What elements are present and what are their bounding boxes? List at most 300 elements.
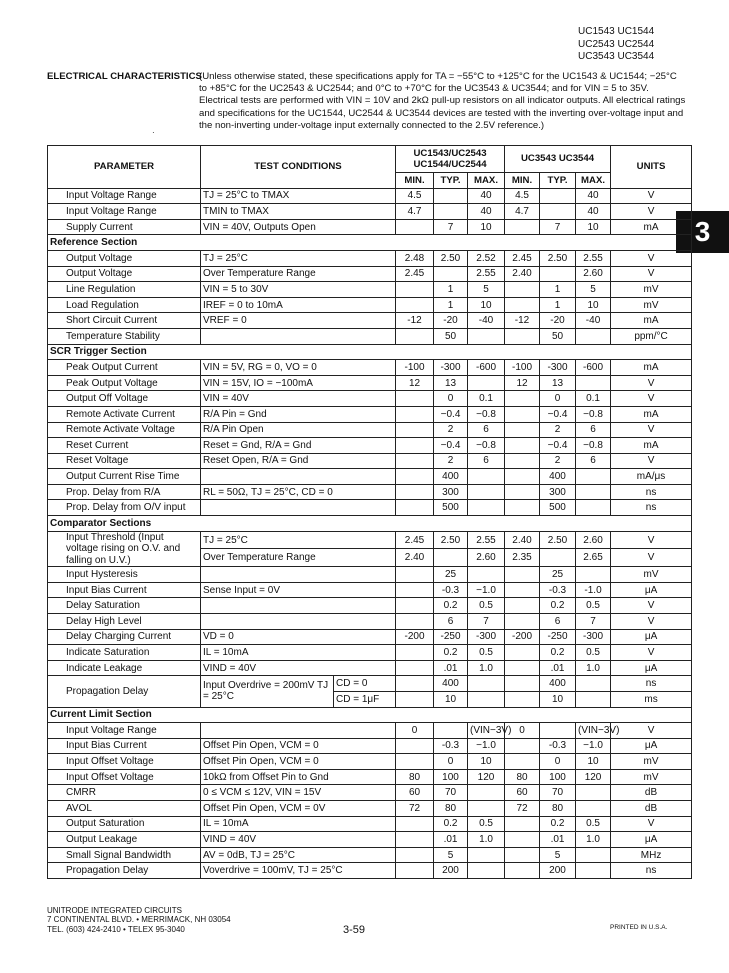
value-cell: 2.35 xyxy=(505,549,540,567)
value-cell: 5 xyxy=(468,282,505,298)
table-row xyxy=(48,219,692,235)
table-row xyxy=(48,375,692,391)
value-cell: 0.2 xyxy=(434,645,468,661)
value-cell xyxy=(396,691,434,707)
value-cell: 70 xyxy=(540,785,576,801)
header-typ: TYP. xyxy=(540,173,576,189)
value-cell xyxy=(540,266,576,282)
parameter-cell: Input Voltage Range xyxy=(48,204,201,220)
value-cell: 2.65 xyxy=(576,549,611,567)
value-cell: 0.2 xyxy=(434,598,468,614)
value-cell xyxy=(396,645,434,661)
condition-sub-cell: CD = 0 xyxy=(334,676,396,692)
unit-cell: μA xyxy=(611,832,692,848)
value-cell: 0.1 xyxy=(468,391,505,407)
value-cell: -300 xyxy=(540,360,576,376)
unit-cell: V xyxy=(611,188,692,204)
part-number-header xyxy=(578,26,688,64)
unit-cell: mA xyxy=(611,360,692,376)
value-cell xyxy=(468,785,505,801)
value-cell: 60 xyxy=(396,785,434,801)
value-cell: 72 xyxy=(396,801,434,817)
value-cell: 2 xyxy=(540,422,576,438)
condition-cell: VIND = 40V xyxy=(201,660,396,676)
parameter-cell: Supply Current xyxy=(48,219,201,235)
condition-cell: IREF = 0 to 10mA xyxy=(201,297,396,313)
table-row xyxy=(48,484,692,500)
value-cell: 1 xyxy=(540,282,576,298)
value-cell: (VIN−3V) xyxy=(468,723,505,739)
value-cell: -600 xyxy=(576,360,611,376)
condition-cell: Reset = Gnd, R/A = Gnd xyxy=(201,438,396,454)
unit-cell: V xyxy=(611,613,692,629)
value-cell xyxy=(396,598,434,614)
value-cell xyxy=(396,469,434,485)
value-cell: 100 xyxy=(434,769,468,785)
table-row xyxy=(48,188,692,204)
value-cell: .01 xyxy=(540,832,576,848)
unit-cell: μA xyxy=(611,629,692,645)
value-cell: 200 xyxy=(540,863,576,879)
value-cell: 4.5 xyxy=(505,188,540,204)
value-cell xyxy=(396,816,434,832)
header-typ: TYP. xyxy=(434,173,468,189)
value-cell xyxy=(505,328,540,344)
condition-cell: Offset Pin Open, VCM = 0V xyxy=(201,801,396,817)
header-group-2: UC3543 UC3544 xyxy=(505,146,611,173)
table-row xyxy=(48,738,692,754)
value-cell: 2.55 xyxy=(468,531,505,549)
condition-cell: VIN = 5V, RG = 0, VO = 0 xyxy=(201,360,396,376)
value-cell: -0.3 xyxy=(540,738,576,754)
parameter-cell: Input Voltage Range xyxy=(48,723,201,739)
company-line: TEL. (603) 424-2410 • TELEX 95-3040 xyxy=(47,924,185,934)
value-cell: 120 xyxy=(576,769,611,785)
section-title: Current Limit Section xyxy=(48,707,692,723)
value-cell: −1.0 xyxy=(576,738,611,754)
value-cell xyxy=(434,723,468,739)
value-cell: .01 xyxy=(434,832,468,848)
value-cell: 4.7 xyxy=(505,204,540,220)
unit-cell: mA xyxy=(611,219,692,235)
value-cell xyxy=(505,297,540,313)
unit-cell: ns xyxy=(611,484,692,500)
value-cell: 60 xyxy=(505,785,540,801)
parameter-cell: Delay Saturation xyxy=(48,598,201,614)
value-cell: -200 xyxy=(396,629,434,645)
value-cell xyxy=(576,375,611,391)
header-units: UNITS xyxy=(611,146,692,189)
value-cell: 0 xyxy=(434,754,468,770)
parameter-cell: Reset Voltage xyxy=(48,453,201,469)
condition-cell: Offset Pin Open, VCM = 0 xyxy=(201,738,396,754)
condition-cell xyxy=(201,598,396,614)
value-cell xyxy=(396,438,434,454)
value-cell: 0.2 xyxy=(434,816,468,832)
value-cell: -250 xyxy=(434,629,468,645)
value-cell xyxy=(540,188,576,204)
value-cell: 7 xyxy=(540,219,576,235)
condition-cell: TJ = 25°C xyxy=(201,531,396,549)
value-cell xyxy=(468,328,505,344)
condition-cell: RL = 50Ω, TJ = 25°C, CD = 0 xyxy=(201,484,396,500)
condition-cell: Offset Pin Open, VCM = 0 xyxy=(201,754,396,770)
value-cell xyxy=(396,863,434,879)
value-cell: 7 xyxy=(576,613,611,629)
value-cell: 300 xyxy=(434,484,468,500)
value-cell: 2.50 xyxy=(540,250,576,266)
value-cell xyxy=(468,484,505,500)
value-cell xyxy=(396,453,434,469)
value-cell xyxy=(396,660,434,676)
value-cell: 400 xyxy=(540,676,576,692)
section-title: Reference Section xyxy=(48,235,692,251)
unit-cell: ppm/°C xyxy=(611,328,692,344)
condition-cell: R/A Pin Open xyxy=(201,422,396,438)
value-cell: 0.1 xyxy=(576,391,611,407)
parameter-cell: Output Current Rise Time xyxy=(48,469,201,485)
parameter-cell: Output Voltage xyxy=(48,250,201,266)
value-cell: -0.3 xyxy=(434,738,468,754)
parameter-cell: CMRR xyxy=(48,785,201,801)
value-cell: 80 xyxy=(505,769,540,785)
value-cell xyxy=(505,754,540,770)
value-cell xyxy=(396,484,434,500)
condition-cell: VIN = 5 to 30V xyxy=(201,282,396,298)
value-cell: 0.5 xyxy=(576,598,611,614)
unit-cell: V xyxy=(611,723,692,739)
table-row xyxy=(48,847,692,863)
value-cell xyxy=(505,660,540,676)
value-cell xyxy=(434,266,468,282)
parameter-cell: Prop. Delay from R/A xyxy=(48,484,201,500)
value-cell: -12 xyxy=(505,313,540,329)
parameter-cell: Input Bias Current xyxy=(48,582,201,598)
unit-cell: mA xyxy=(611,313,692,329)
unit-cell: mV xyxy=(611,567,692,583)
unit-cell: μA xyxy=(611,582,692,598)
table-row xyxy=(48,723,692,739)
value-cell: 5 xyxy=(576,282,611,298)
table-row xyxy=(48,453,692,469)
page-number: 3-59 xyxy=(343,924,366,936)
table-row xyxy=(48,422,692,438)
unit-cell: μA xyxy=(611,660,692,676)
value-cell xyxy=(468,801,505,817)
table-row xyxy=(48,801,692,817)
value-cell xyxy=(505,406,540,422)
condition-cell xyxy=(201,567,396,583)
spec-table xyxy=(47,145,692,879)
table-row xyxy=(48,769,692,785)
section-row xyxy=(48,235,692,251)
value-cell: -300 xyxy=(576,629,611,645)
unit-cell: V xyxy=(611,422,692,438)
value-cell: 2.40 xyxy=(505,266,540,282)
condition-cell: Reset Open, R/A = Gnd xyxy=(201,453,396,469)
value-cell: 7 xyxy=(434,219,468,235)
value-cell xyxy=(576,469,611,485)
value-cell: −0.4 xyxy=(434,406,468,422)
parameter-cell: Input Voltage Range xyxy=(48,188,201,204)
value-cell xyxy=(576,863,611,879)
value-cell xyxy=(540,723,576,739)
value-cell: -0.3 xyxy=(540,582,576,598)
value-cell xyxy=(468,691,505,707)
header-parameter: PARAMETER xyxy=(48,146,201,189)
unit-cell: dB xyxy=(611,801,692,817)
unit-cell: V xyxy=(611,250,692,266)
value-cell xyxy=(396,219,434,235)
value-cell: 7 xyxy=(468,613,505,629)
value-cell: −0.4 xyxy=(540,406,576,422)
value-cell xyxy=(505,738,540,754)
value-cell: 2.40 xyxy=(396,549,434,567)
table-row xyxy=(48,297,692,313)
value-cell xyxy=(434,549,468,567)
value-cell: 2.60 xyxy=(468,549,505,567)
parameter-cell: AVOL xyxy=(48,801,201,817)
value-cell: 13 xyxy=(540,375,576,391)
value-cell: 0.5 xyxy=(468,598,505,614)
unit-cell: ns xyxy=(611,863,692,879)
value-cell xyxy=(468,676,505,692)
condition-cell: TJ = 25°C to TMAX xyxy=(201,188,396,204)
parameter-cell: Input Threshold (Input voltage rising on O.V. and falling on U.V.) xyxy=(48,531,201,567)
value-cell xyxy=(396,847,434,863)
value-cell xyxy=(396,613,434,629)
value-cell: -100 xyxy=(396,360,434,376)
parameter-cell: Output Saturation xyxy=(48,816,201,832)
value-cell: -20 xyxy=(434,313,468,329)
value-cell: 2.45 xyxy=(396,266,434,282)
table-row xyxy=(48,598,692,614)
table-row xyxy=(48,816,692,832)
value-cell: 10 xyxy=(576,297,611,313)
unit-cell: mA xyxy=(611,406,692,422)
company-address xyxy=(47,906,231,934)
value-cell: -600 xyxy=(468,360,505,376)
unit-cell: V xyxy=(611,549,692,567)
condition-cell: Over Temperature Range xyxy=(201,266,396,282)
value-cell: −0.8 xyxy=(576,406,611,422)
value-cell: 200 xyxy=(434,863,468,879)
part-number-line: UC2543 UC2544 xyxy=(578,38,655,50)
value-cell: 6 xyxy=(468,453,505,469)
value-cell: 10 xyxy=(434,691,468,707)
value-cell: 10 xyxy=(468,219,505,235)
value-cell: −0.4 xyxy=(540,438,576,454)
value-cell xyxy=(468,567,505,583)
unit-cell: mA/μs xyxy=(611,469,692,485)
unit-cell: ns xyxy=(611,676,692,692)
value-cell: 0 xyxy=(540,754,576,770)
parameter-cell: Prop. Delay from O/V input xyxy=(48,500,201,516)
value-cell xyxy=(396,754,434,770)
condition-cell: VIN = 40V, Outputs Open xyxy=(201,219,396,235)
value-cell: (VIN−3V) xyxy=(576,723,611,739)
value-cell xyxy=(505,438,540,454)
value-cell: 1.0 xyxy=(468,832,505,848)
value-cell: 10 xyxy=(576,754,611,770)
value-cell: .01 xyxy=(434,660,468,676)
value-cell: 10 xyxy=(540,691,576,707)
parameter-cell: Short Circuit Current xyxy=(48,313,201,329)
value-cell: 120 xyxy=(468,769,505,785)
value-cell: 0.5 xyxy=(576,816,611,832)
condition-cell xyxy=(201,723,396,739)
value-cell: 500 xyxy=(540,500,576,516)
value-cell: 10 xyxy=(468,754,505,770)
table-row xyxy=(48,500,692,516)
value-cell: 2.60 xyxy=(576,266,611,282)
condition-cell: AV = 0dB, TJ = 25°C xyxy=(201,847,396,863)
value-cell xyxy=(576,500,611,516)
condition-cell: 10kΩ from Offset Pin to Gnd xyxy=(201,769,396,785)
condition-cell: VREF = 0 xyxy=(201,313,396,329)
unit-cell: μA xyxy=(611,738,692,754)
value-cell: -100 xyxy=(505,360,540,376)
table-row xyxy=(48,391,692,407)
value-cell: 1 xyxy=(540,297,576,313)
table-row xyxy=(48,785,692,801)
table-row xyxy=(48,282,692,298)
value-cell: 5 xyxy=(540,847,576,863)
value-cell: 80 xyxy=(434,801,468,817)
value-cell: 12 xyxy=(505,375,540,391)
value-cell xyxy=(396,328,434,344)
value-cell: 40 xyxy=(468,204,505,220)
value-cell: -300 xyxy=(468,629,505,645)
condition-cell xyxy=(201,469,396,485)
condition-cell xyxy=(201,328,396,344)
value-cell xyxy=(505,219,540,235)
value-cell: -200 xyxy=(505,629,540,645)
parameter-cell: Input Bias Current xyxy=(48,738,201,754)
value-cell xyxy=(576,328,611,344)
value-cell: 2.50 xyxy=(540,531,576,549)
unit-cell: mV xyxy=(611,754,692,770)
value-cell: 80 xyxy=(396,769,434,785)
value-cell xyxy=(505,453,540,469)
value-cell xyxy=(396,422,434,438)
value-cell: 2.60 xyxy=(576,531,611,549)
value-cell: 400 xyxy=(434,469,468,485)
electrical-characteristics-intro xyxy=(47,71,687,132)
parameter-cell: Indicate Leakage xyxy=(48,660,201,676)
condition-cell xyxy=(201,500,396,516)
value-cell: 300 xyxy=(540,484,576,500)
value-cell xyxy=(505,582,540,598)
parameter-cell: Input Hysteresis xyxy=(48,567,201,583)
parameter-cell: Input Offset Voltage xyxy=(48,754,201,770)
table-row xyxy=(48,629,692,645)
table-row xyxy=(48,531,692,549)
table-row xyxy=(48,832,692,848)
value-cell: 0.5 xyxy=(468,816,505,832)
value-cell: 0.5 xyxy=(576,645,611,661)
parameter-cell: Output Voltage xyxy=(48,266,201,282)
value-cell: 25 xyxy=(434,567,468,583)
value-cell: 72 xyxy=(505,801,540,817)
value-cell: 6 xyxy=(576,422,611,438)
table-row xyxy=(48,676,692,692)
section-row xyxy=(48,707,692,723)
condition-cell: IL = 10mA xyxy=(201,816,396,832)
value-cell: 50 xyxy=(434,328,468,344)
value-cell: 0 xyxy=(396,723,434,739)
header-max: MAX. xyxy=(468,173,505,189)
unit-cell: mV xyxy=(611,282,692,298)
ec-conditions-text: (Unless otherwise stated, these specifications apply for TA = −55°C to +125°C for the UC1543 & UC1544; −25°C to +85°C for the UC2543 & UC2544; and 0°C to +70°C for the UC3543 & UC3544; and for VIN = 5 to 35V. Electrical tests are performed with VIN = 10V and 2kΩ pull-up resistors on all indicator outputs. All electrical ratings and specifications for the UC1544, UC2544 & UC3544 devices are tested with the inverting over-voltage input and the non-inverting under-voltage input externally connected to the 2.5V reference.) xyxy=(199,71,686,131)
value-cell xyxy=(505,863,540,879)
value-cell: 4.5 xyxy=(396,188,434,204)
value-cell xyxy=(396,500,434,516)
value-cell xyxy=(576,567,611,583)
value-cell xyxy=(576,801,611,817)
value-cell: −1.0 xyxy=(468,582,505,598)
value-cell xyxy=(505,422,540,438)
value-cell: -300 xyxy=(434,360,468,376)
unit-cell: V xyxy=(611,391,692,407)
value-cell: 70 xyxy=(434,785,468,801)
value-cell: 2.40 xyxy=(505,531,540,549)
parameter-cell: Output Leakage xyxy=(48,832,201,848)
condition-sub-cell: CD = 1μF xyxy=(334,691,396,707)
parameter-cell: Output Off Voltage xyxy=(48,391,201,407)
header-test-conditions: TEST CONDITIONS xyxy=(201,146,396,189)
value-cell: 2.55 xyxy=(468,266,505,282)
value-cell xyxy=(505,676,540,692)
value-cell xyxy=(576,847,611,863)
value-cell: 10 xyxy=(576,219,611,235)
unit-cell: V xyxy=(611,204,692,220)
table-row xyxy=(48,863,692,879)
value-cell: 2 xyxy=(540,453,576,469)
value-cell: 40 xyxy=(468,188,505,204)
parameter-cell: Load Regulation xyxy=(48,297,201,313)
table-row xyxy=(48,754,692,770)
unit-cell: V xyxy=(611,816,692,832)
value-cell xyxy=(468,863,505,879)
part-number-line: UC1543 UC1544 xyxy=(578,26,655,37)
value-cell: −0.8 xyxy=(468,438,505,454)
value-cell xyxy=(434,188,468,204)
value-cell xyxy=(505,484,540,500)
condition-cell: Input Overdrive = 200mV TJ = 25°C xyxy=(201,676,334,707)
value-cell: 2.50 xyxy=(434,531,468,549)
table-row xyxy=(48,469,692,485)
value-cell xyxy=(576,484,611,500)
value-cell xyxy=(468,375,505,391)
value-cell: 4.7 xyxy=(396,204,434,220)
company-line: UNITRODE INTEGRATED CIRCUITS xyxy=(47,906,182,915)
table-row xyxy=(48,360,692,376)
value-cell: 0.2 xyxy=(540,816,576,832)
value-cell: 1 xyxy=(434,282,468,298)
value-cell xyxy=(396,676,434,692)
value-cell: 400 xyxy=(434,676,468,692)
value-cell: 2.45 xyxy=(505,250,540,266)
value-cell: 2.55 xyxy=(576,250,611,266)
value-cell xyxy=(396,832,434,848)
condition-cell: VIND = 40V xyxy=(201,832,396,848)
value-cell: -20 xyxy=(540,313,576,329)
value-cell xyxy=(505,645,540,661)
value-cell: 13 xyxy=(434,375,468,391)
condition-cell: TJ = 25°C xyxy=(201,250,396,266)
value-cell xyxy=(468,847,505,863)
